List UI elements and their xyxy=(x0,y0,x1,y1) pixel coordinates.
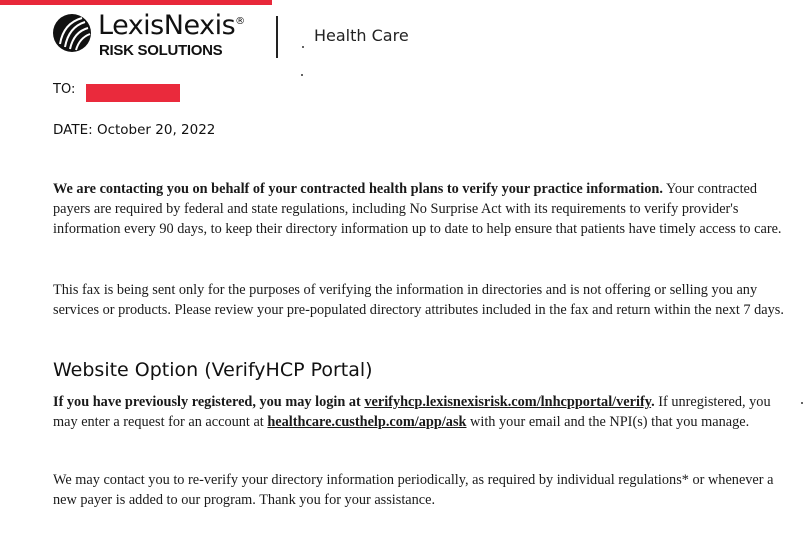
scan-speck xyxy=(302,46,304,48)
scan-speck xyxy=(801,402,803,404)
lexisnexis-logo xyxy=(52,10,252,62)
scan-speck xyxy=(301,74,303,76)
npi-text: with your email and the NPI(s) that you manage. xyxy=(466,414,750,430)
intro-paragraph xyxy=(53,179,788,239)
lexisnexis-globe-icon xyxy=(52,12,92,54)
unregistered-text: If unregistered, you may enter a request for an account at xyxy=(53,394,771,430)
intro-bold-text: We are contacting you on behalf of your contracted health plans to verify your practice information. xyxy=(53,181,663,197)
website-paragraph xyxy=(53,392,788,432)
purpose-paragraph: This fax is being sent only for the purposes of verifying the information in directories and is not offering or selling you any services or products. Please review your pre-populated directory attributes included in the fax and return within the next 7 days. xyxy=(53,282,784,318)
division-name: Health Care xyxy=(314,26,409,45)
top-red-line xyxy=(0,0,272,5)
header-divider xyxy=(276,16,278,58)
redaction-box xyxy=(86,84,180,102)
verifyhcp-link[interactable]: verifyhcp.lexisnexisrisk.com/lnhcpportal/verify xyxy=(364,394,652,410)
intro-text: Your contracted payers are required by federal and state regulations, including No Surprise Act with its requirements to verify provider's information every 90 days, to keep their directory information up to date to help ensure that patients have timely access to care. xyxy=(53,181,782,237)
login-bold-text: If you have previously registered, you may login at xyxy=(53,394,365,410)
section-heading: Website Option (VerifyHCP Portal) xyxy=(53,359,373,381)
closing-paragraph: We may contact you to re-verify your directory information periodically, as required by individual regulations* or whenever a new payer is added to our program. Thank you for your assistance. xyxy=(53,472,774,508)
login-period: . xyxy=(651,394,655,410)
custhelp-link[interactable]: healthcare.custhelp.com/app/ask xyxy=(267,414,467,430)
logo-wordmark: LexisNexis® xyxy=(98,10,245,41)
to-label: TO: xyxy=(53,82,76,97)
logo-subtitle: RISK SOLUTIONS xyxy=(99,42,223,59)
date-line: DATE: October 20, 2022 xyxy=(53,122,216,138)
